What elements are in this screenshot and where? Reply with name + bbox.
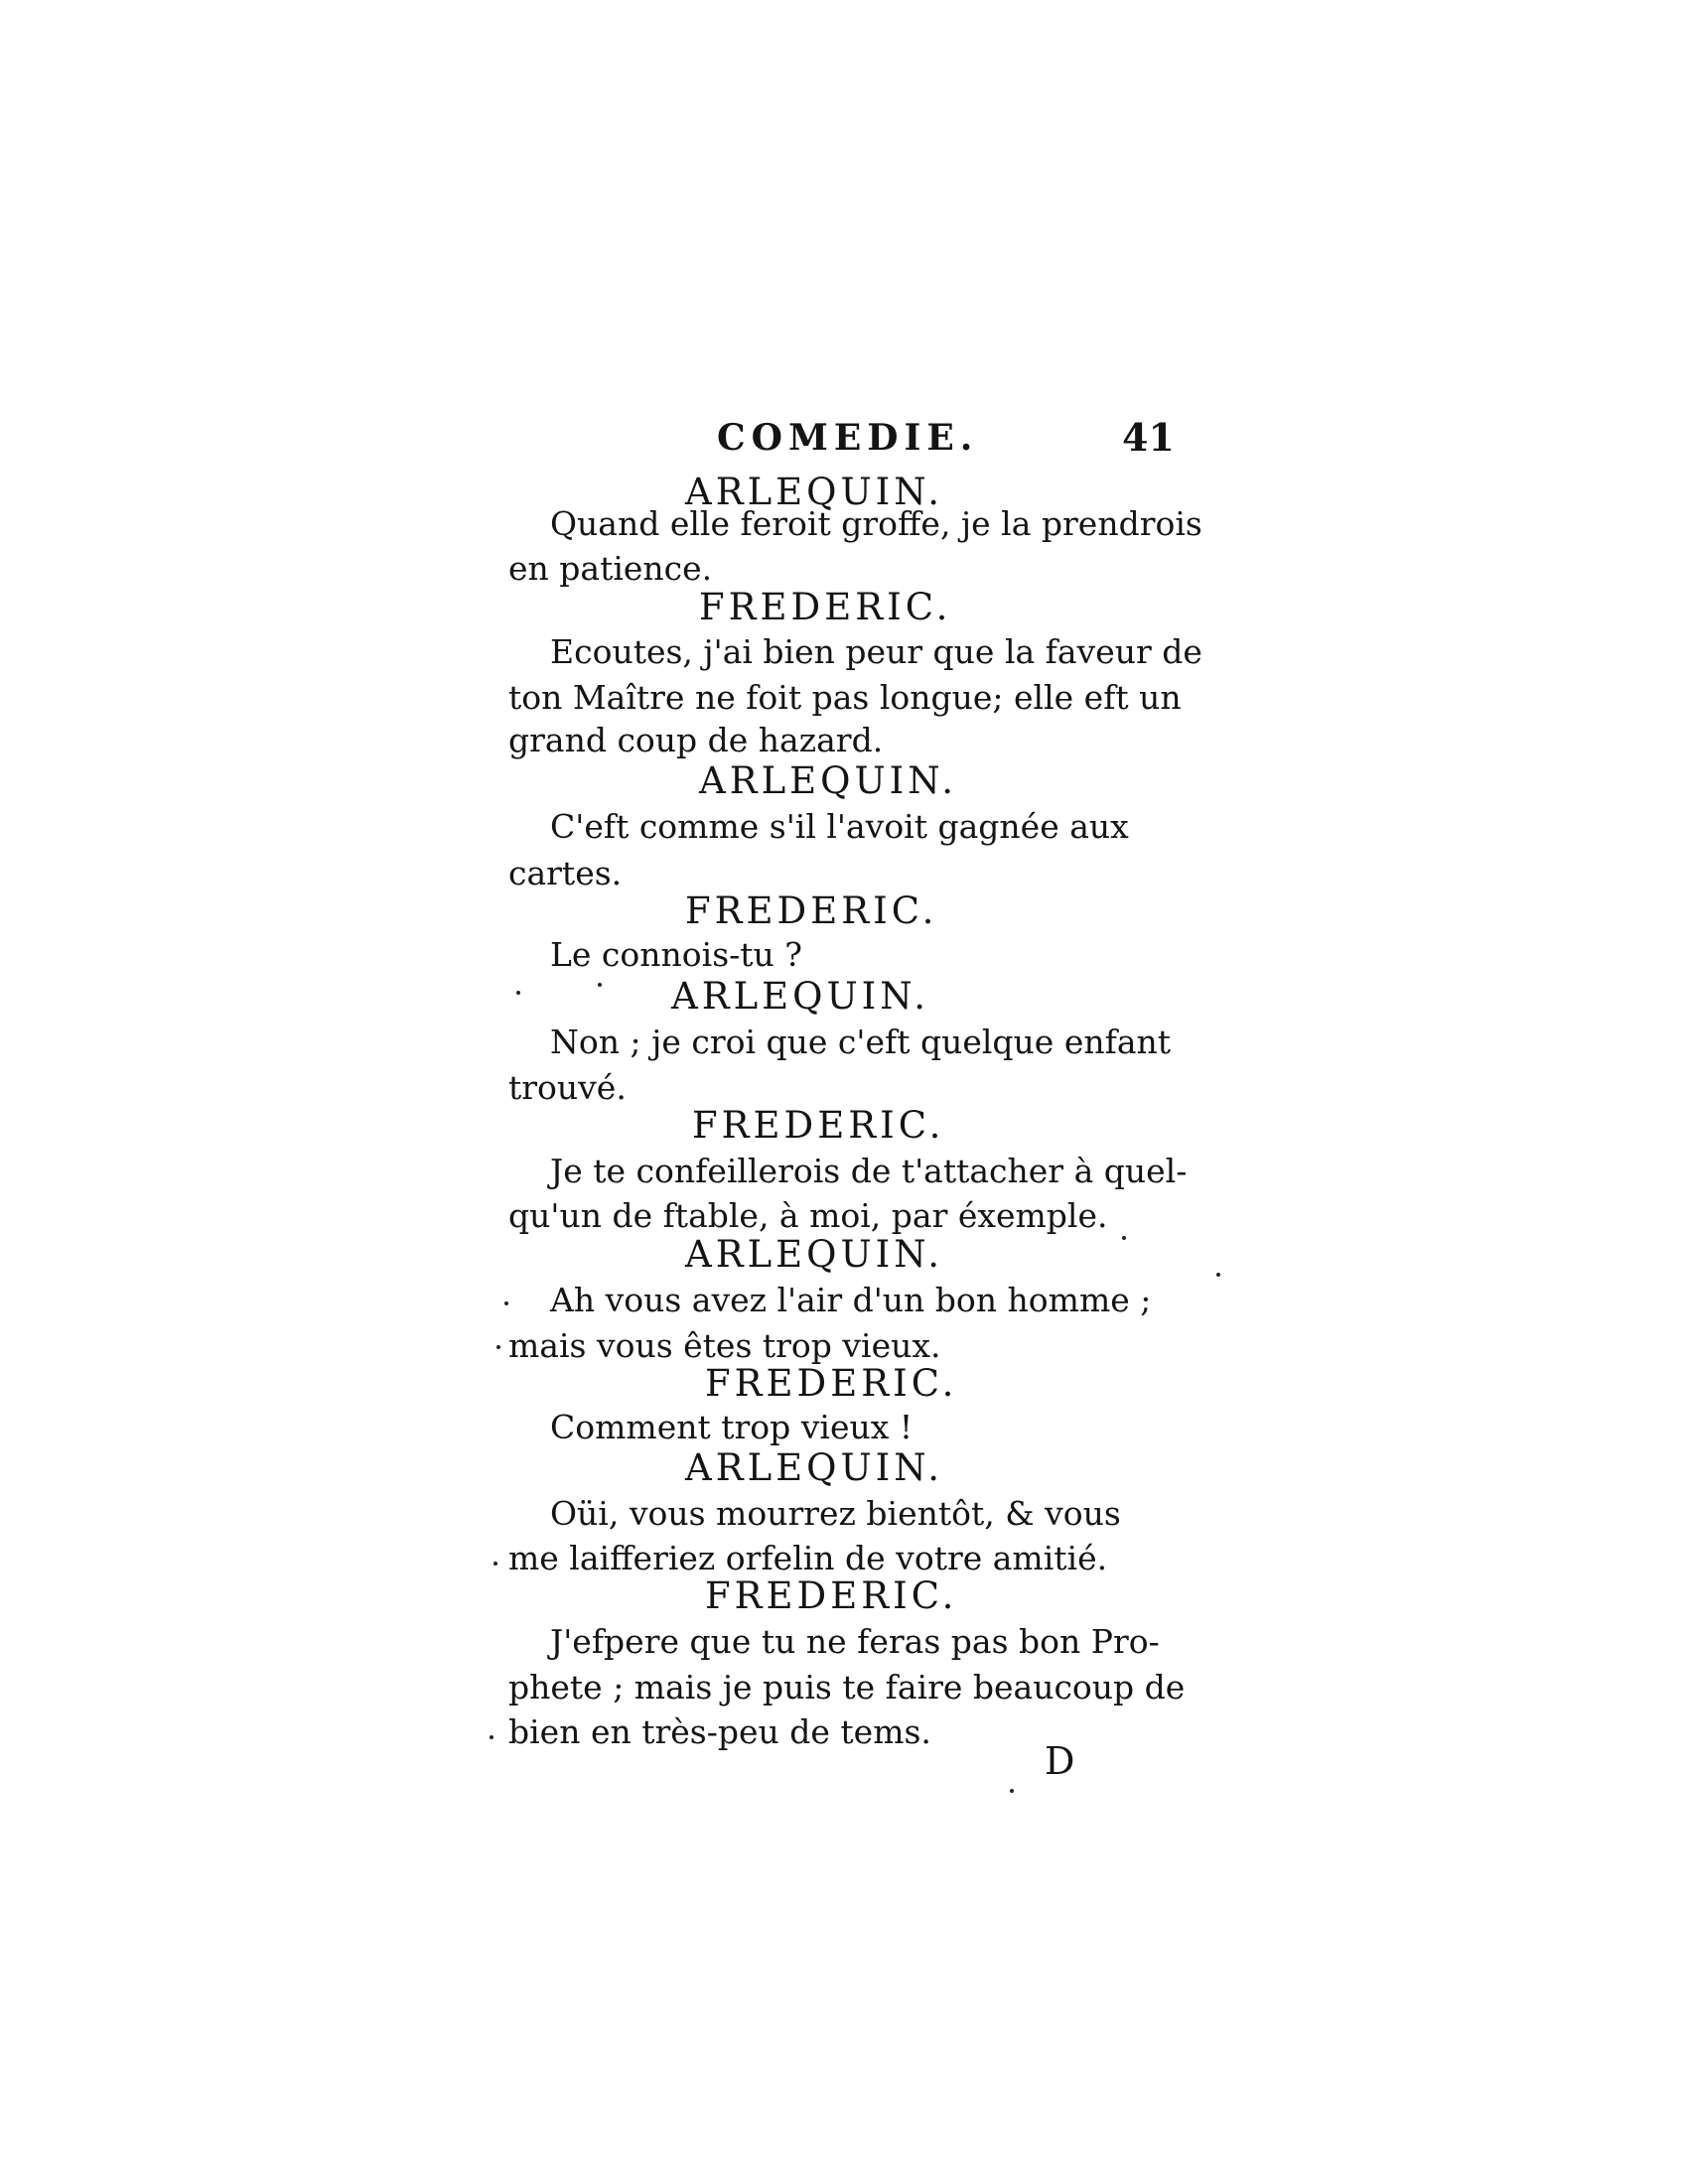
dialogue-line: Non ; je croi que c'eft quelque enfant <box>550 1023 1172 1061</box>
speaker-name: ARLEQUIN. <box>685 471 944 513</box>
dialogue-line: Ah vous avez l'air d'un bon homme ; <box>550 1281 1152 1319</box>
dialogue-line: en patience. <box>508 549 713 588</box>
scan-speck <box>1010 1789 1014 1793</box>
dialogue-line: Quand elle feroit groffe, je la prendrois <box>550 504 1202 543</box>
dialogue-line: ton Maître ne foit pas longue; elle eft un <box>508 678 1182 717</box>
dialogue-line: J'efpere que tu ne feras pas bon Pro- <box>550 1622 1160 1661</box>
scan-speck <box>490 1735 493 1739</box>
dialogue-line: Je te confeillerois de t'attacher à quel- <box>550 1152 1188 1190</box>
speaker-name: FREDERIC. <box>692 1104 945 1147</box>
dialogue-line: grand coup de hazard. <box>508 721 884 759</box>
speaker-name: ARLEQUIN. <box>685 1233 944 1276</box>
dialogue-line: Oüi, vous mourrez bientôt, & vous <box>550 1494 1121 1533</box>
scan-speck <box>493 1562 497 1566</box>
scan-speck <box>1122 1236 1126 1240</box>
dialogue-line: cartes. <box>508 854 623 892</box>
scan-speck <box>598 983 602 987</box>
dialogue-line: C'eft comme s'il l'avoit gagnée aux <box>550 807 1129 846</box>
dialogue-line: Le connois-tu ? <box>550 935 802 974</box>
speaker-name: ARLEQUIN. <box>699 759 958 802</box>
speaker-name: FREDERIC. <box>705 1362 958 1405</box>
speaker-name: ARLEQUIN. <box>685 1446 944 1489</box>
speaker-name: ARLEQUIN. <box>671 975 930 1018</box>
dialogue-line: qu'un de ftable, à moi, par éxemple. <box>508 1196 1108 1235</box>
scan-speck <box>504 1301 508 1305</box>
dialogue-line: me laifferiez orfelin de votre amitié. <box>508 1539 1108 1577</box>
dialogue-line: trouvé. <box>508 1068 627 1107</box>
scan-speck <box>496 1345 500 1349</box>
dialogue-line: Ecoutes, j'ai bien peur que la faveur de <box>550 632 1202 671</box>
dialogue-line: Comment trop vieux ! <box>550 1408 914 1446</box>
dialogue-line: mais vous êtes trop vieux. <box>508 1326 941 1365</box>
dialogue-line: bien en très-peu de tems. <box>508 1712 931 1751</box>
running-title: COMEDIE. <box>717 417 979 459</box>
speaker-name: FREDERIC. <box>705 1574 958 1617</box>
page-number: 41 <box>1122 415 1175 460</box>
signature-mark: D <box>1045 1739 1075 1783</box>
speaker-name: FREDERIC. <box>699 586 952 628</box>
scan-speck <box>1216 1273 1220 1277</box>
speaker-name: FREDERIC. <box>685 889 938 932</box>
dialogue-line: phete ; mais je puis te faire beaucoup de <box>508 1668 1186 1706</box>
scan-speck <box>516 991 520 995</box>
